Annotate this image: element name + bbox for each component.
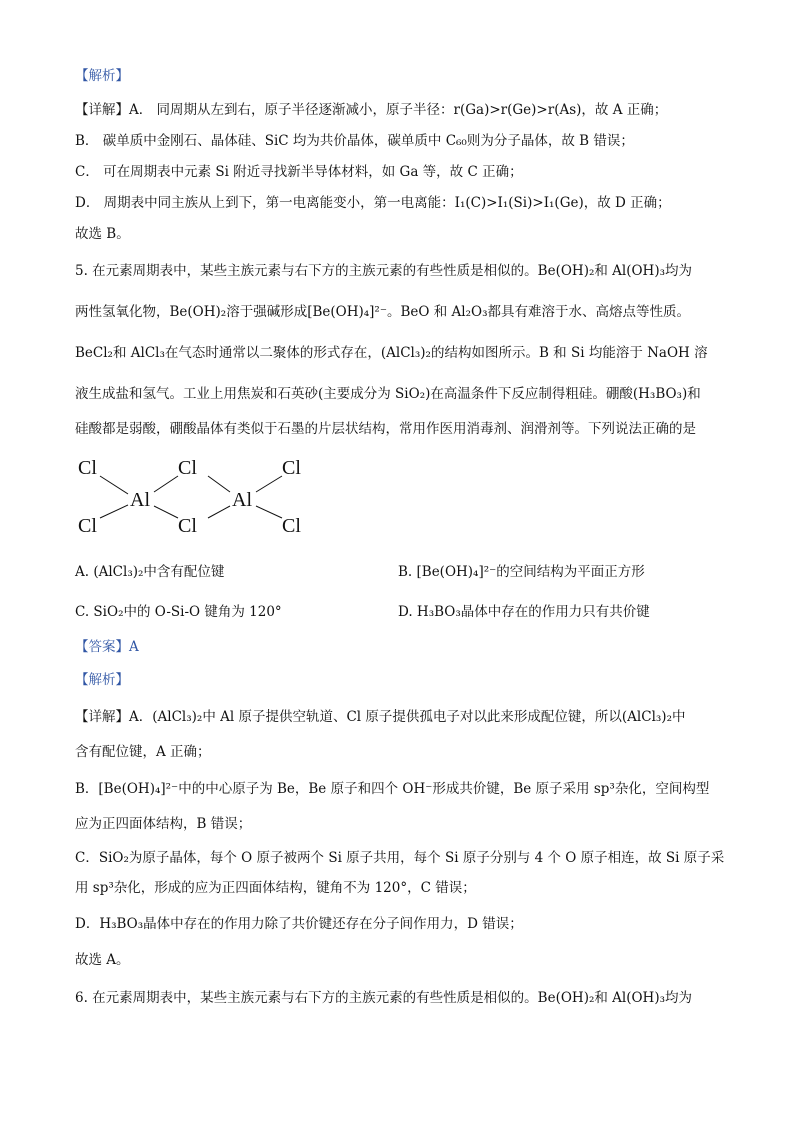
bond-line xyxy=(154,476,178,492)
bond-line xyxy=(208,506,230,518)
q5-detail-d: D．H₃BO₃晶体中存在的作用力除了共价键还存在分子间作用力，D 错误； xyxy=(75,916,523,932)
option-d: D. H₃BO₃晶体中存在的作用力只有共价键 xyxy=(398,604,650,620)
q5-stem-line-1: 5. 在元素周期表中，某些主族元素与右下方的主族元素的有些性质是相似的。Be(OH)₂和 Al(OH)₃均为 xyxy=(75,263,693,279)
q5-detail-a-line-1: 【详解】A．(AlCl₃)₂中 Al 原子提供空轨道、Cl 原子提供孤电子对以此来形成配位键，所以(AlCl₃)₂中 xyxy=(75,709,686,725)
q5-stem-line-5: 硅酸都是弱酸，硼酸晶体有类似于石墨的片层状结构，常用作医用消毒剂、润滑剂等。下列说法正确的是 xyxy=(75,421,696,437)
alcl3-dimer-diagram xyxy=(70,452,320,542)
option-a: A. (AlCl₃)₂中含有配位键 xyxy=(75,564,225,580)
q6-stem-line-1: 6. 在元素周期表中，某些主族元素与右下方的主族元素的有些性质是相似的。Be(OH)₂和 Al(OH)₃均为 xyxy=(75,990,693,1006)
bond-lines xyxy=(100,476,282,518)
q5-stem-line-4: 液生成盐和氢气。工业上用焦炭和石英砂(主要成分为 SiO₂)在高温条件下反应制得粗硅。硼酸(H₃BO₃)和 xyxy=(75,386,701,402)
q5-detail-c-line-1: C．SiO₂为原子晶体，每个 O 原子被两个 Si 原子共用，每个 Si 原子分别与 4 个 O 原子相连，故 Si 原子采 xyxy=(75,850,725,866)
option-c: C. SiO₂中的 O-Si-O 键角为 120° xyxy=(75,604,282,620)
cl-atom-label: Cl xyxy=(178,515,197,537)
q5-detail-b-line-1: B．[Be(OH)₄]²⁻中的中心原子为 Be，Be 原子和四个 OH⁻形成共价键，Be 原子采用 sp³杂化，空间构型 xyxy=(75,781,710,797)
analysis-tag: 【解析】 xyxy=(75,68,129,84)
cl-atom-label: Cl xyxy=(282,515,301,537)
cl-atom-label: Cl xyxy=(78,515,97,537)
q4-conclusion: 故选 B。 xyxy=(75,226,130,242)
al-atom-label: Al xyxy=(232,489,252,511)
q4-detail-c: C． 可在周期表中元素 Si 附近寻找新半导体材料，如 Ga 等，故 C 正确； xyxy=(75,164,523,180)
bond-line xyxy=(100,476,128,494)
bond-line xyxy=(256,476,282,492)
q5-detail-a-line-2: 含有配位键，A 正确； xyxy=(75,744,211,760)
cl-atom-label: Cl xyxy=(178,457,197,479)
bond-line xyxy=(100,505,128,518)
answer-tag: 【答案】A xyxy=(75,639,139,655)
cl-atom-label: Cl xyxy=(78,457,97,479)
q4-detail-b: B． 碳单质中金刚石、晶体硅、SiC 均为共价晶体，碳单质中 C₆₀则为分子晶体，故 B 错误； xyxy=(75,133,634,149)
al-atom-label: Al xyxy=(130,489,150,511)
bond-line xyxy=(154,506,178,518)
bond-line xyxy=(208,476,230,492)
q5-conclusion: 故选 A。 xyxy=(75,952,130,968)
analysis-tag: 【解析】 xyxy=(75,672,129,688)
q5-detail-c-line-2: 用 sp³杂化，形成的应为正四面体结构，键角不为 120°，C 错误； xyxy=(75,880,476,896)
q5-detail-b-line-2: 应为正四面体结构，B 错误； xyxy=(75,816,252,832)
cl-atom-label: Cl xyxy=(282,457,301,479)
q5-stem-line-2: 两性氢氧化物，Be(OH)₂溶于强碱形成[Be(OH)₄]²⁻。BeO 和 Al₂O₃都具有难溶于水、高熔点等性质。 xyxy=(75,304,690,320)
q4-detail-a: 【详解】A． 同周期从左到右，原子半径逐渐减小，原子半径：r(Ga)>r(Ge)>r(As)，故 A 正确； xyxy=(75,102,668,118)
q5-stem-line-3: BeCl₂和 AlCl₃在气态时通常以二聚体的形式存在，(AlCl₃)₂的结构如图所示。B 和 Si 均能溶于 NaOH 溶 xyxy=(75,345,708,361)
q4-detail-d: D． 周期表中同主族从上到下，第一电离能变小，第一电离能：I₁(C)>I₁(Si)>I₁(Ge)，故 D 正确； xyxy=(75,195,671,211)
option-b: B. [Be(OH)₄]²⁻的空间结构为平面正方形 xyxy=(398,564,645,580)
bond-line xyxy=(256,506,282,518)
